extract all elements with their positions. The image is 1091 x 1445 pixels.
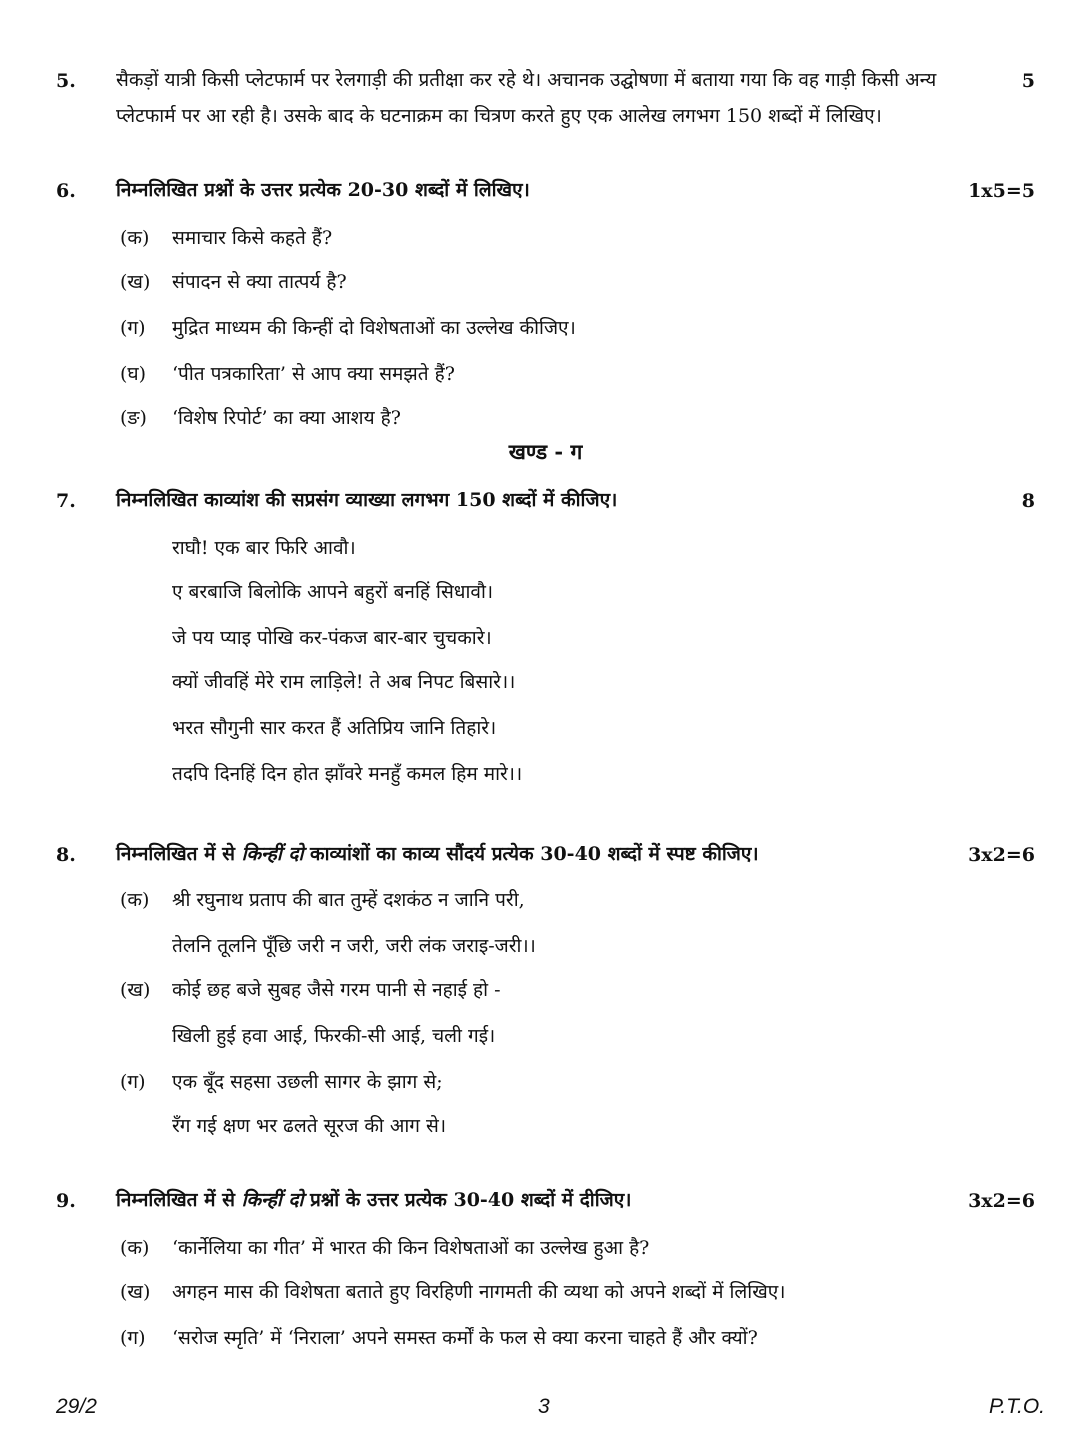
sub-question-label: (क) (120, 1237, 150, 1259)
verse-line: एक बूँद सहसा उछली सागर के झाग से; (172, 1071, 443, 1093)
sub-question-text: संपादन से क्या तात्पर्य है? (172, 271, 347, 293)
sub-question (120, 1324, 758, 1350)
question-text-part: प्रश्नों के उत्तर प्रत्येक 30-40 शब्दों में दीजिए। (303, 1189, 632, 1211)
question-number: 7. (56, 490, 76, 512)
marks: 8 (1021, 490, 1035, 512)
question-text: निम्नलिखित प्रश्नों के उत्तर प्रत्येक 20-30 शब्दों में लिखिए। (116, 179, 530, 201)
sub-question (120, 224, 332, 250)
sub-question-text: ‘कार्नेलिया का गीत’ में भारत की किन विशेषताओं का उल्लेख हुआ है? (172, 1237, 650, 1259)
question-text-emphasis: किन्हीं दो (241, 843, 304, 865)
question-number: 5. (56, 70, 76, 92)
verse-line: तेलनि तूलनि पूँछि जरी न जरी, जरी लंक जराइ-जरी।। (172, 935, 536, 957)
sub-question (120, 886, 525, 912)
sub-question-text: मुद्रित माध्यम की किन्हीं दो विशेषताओं का उल्लेख कीजिए। (172, 317, 576, 339)
sub-question-label: (ख) (120, 271, 151, 293)
sub-question (120, 1068, 443, 1094)
sub-question-label: (ख) (120, 1281, 151, 1303)
verse-line: राघौ! एक बार फिरि आवौ। (172, 537, 356, 559)
sub-question (120, 360, 455, 386)
pto-label: P.T.O. (988, 1395, 1045, 1418)
sub-question-label: (ग) (120, 1071, 146, 1093)
sub-question-text: ‘विशेष रिपोर्ट’ का क्या आशय है? (172, 407, 401, 429)
question-number: 9. (56, 1190, 76, 1212)
sub-question-label: (ख) (120, 979, 151, 1001)
verse-line: रँग गई क्षण भर ढलते सूरज की आग से। (172, 1115, 447, 1137)
verse-line: ए बरबाजि बिलोकि आपने बहुरों बनहिं सिधावौ। (172, 581, 494, 603)
sub-question (120, 976, 500, 1002)
sub-question-label: (ग) (120, 317, 146, 339)
sub-question (120, 1278, 785, 1304)
question-number: 8. (56, 844, 76, 866)
sub-question (120, 1234, 649, 1260)
sub-question-label: (ङ) (120, 407, 147, 429)
sub-question (120, 404, 401, 430)
verse-line: श्री रघुनाथ प्रताप की बात तुम्हें दशकंठ न जानि परी, (172, 889, 525, 911)
verse-line: भरत सौगुनी सार करत हैं अतिप्रिय जानि तिहारे। (172, 717, 497, 739)
sub-question-text: ‘पीत पत्रकारिता’ से आप क्या समझते हैं? (172, 363, 455, 385)
verse-line: खिली हुई हवा आई, फिरकी-सी आई, चली गई। (172, 1025, 496, 1047)
sub-question-text: अगहन मास की विशेषता बताते हुए विरहिणी नागमती की व्यथा को अपने शब्दों में लिखिए। (172, 1281, 786, 1303)
marks: 5 (1021, 70, 1035, 92)
page-number: 3 (538, 1395, 550, 1418)
marks: 3x2=6 (968, 1190, 1035, 1212)
section-title: खण्ड - ग (508, 439, 583, 464)
verse-line: कोई छह बजे सुबह जैसे गरम पानी से नहाई हो - (172, 979, 501, 1001)
sub-question-text: ‘सरोज स्मृति’ में ‘निराला’ अपने समस्त कर्मों के फल से क्या करना चाहते हैं और क्यों? (172, 1327, 758, 1349)
sub-question (120, 268, 347, 294)
sub-question-label: (क) (120, 889, 150, 911)
sub-question-label: (ग) (120, 1327, 146, 1349)
question-text-part: निम्नलिखित में से (116, 1189, 242, 1211)
paper-code: 29/2 (56, 1395, 97, 1418)
sub-question-text: समाचार किसे कहते हैं? (172, 227, 333, 249)
marks: 1x5=5 (968, 180, 1035, 202)
verse-line: तदपि दिनहिं दिन होत झाँवरे मनहुँ कमल हिम मारे।। (172, 763, 523, 785)
sub-question-label: (घ) (120, 363, 147, 385)
question-text (116, 1182, 982, 1218)
question-text-part: निम्नलिखित में से (116, 843, 242, 865)
question-text (116, 836, 982, 872)
sub-question (120, 314, 576, 340)
marks: 3x2=6 (968, 844, 1035, 866)
verse-line: क्यों जीवहिं मेरे राम लाड़िले! ते अब निपट बिसारे।। (172, 671, 516, 693)
question-text: सैकड़ों यात्री किसी प्लेटफार्म पर रेलगाड़ी की प्रतीक्षा कर रहे थे। अचानक उद्घोषणा में बताया गया कि वह गाड़ी किसी अन्य प्लेटफार्म पर आ रही है। उसके बाद के घटनाक्रम का चित्रण करते हुए एक आलेख लगभग 150 शब्दों में लिखिए। (116, 69, 937, 127)
sub-question-label: (क) (120, 227, 150, 249)
question-text: निम्नलिखित काव्यांश की सप्रसंग व्याख्या लगभग 150 शब्दों में कीजिए। (116, 489, 618, 511)
question-text-part: काव्यांशों का काव्य सौंदर्य प्रत्येक 30-40 शब्दों में स्पष्ट कीजिए। (303, 843, 759, 865)
question-number: 6. (56, 180, 76, 202)
verse-line: जे पय प्याइ पोखि कर-पंकज बार-बार चुचकारे। (172, 627, 492, 649)
question-text-emphasis: किन्हीं दो (241, 1189, 304, 1211)
